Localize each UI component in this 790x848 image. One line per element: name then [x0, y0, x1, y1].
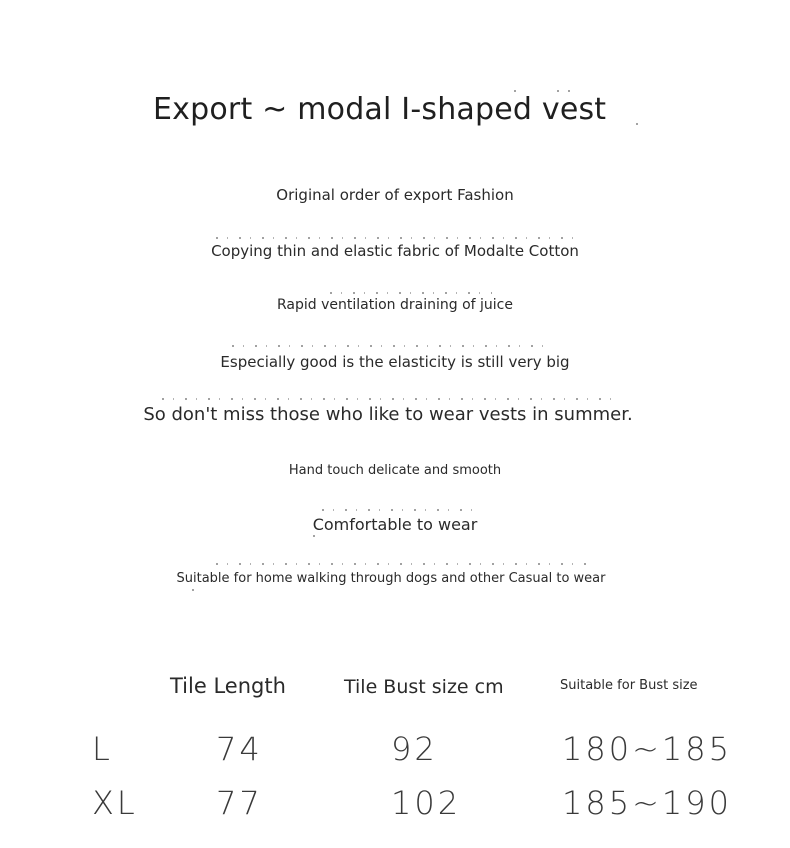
scan-artifact [568, 90, 570, 92]
scan-artifact [557, 90, 559, 92]
scan-artifact [636, 123, 638, 125]
header-tile-length: Tile Length [170, 674, 286, 698]
scan-artifact [514, 90, 516, 92]
description-line-8: Suitable for home walking through dogs and other Casual to wear [176, 571, 606, 586]
length-cell: 74 [216, 730, 263, 768]
page-title: Export ~ modal I-shaped vest [153, 92, 607, 127]
bust-cell: 102 [391, 784, 462, 822]
description-line-3: Rapid ventilation draining of juice [277, 297, 513, 313]
scan-artifact [330, 292, 492, 294]
scan-artifact [322, 509, 478, 511]
description-line-6: Hand touch delicate and smooth [288, 463, 502, 478]
scan-artifact [216, 563, 586, 565]
size-cell: XL [92, 784, 138, 822]
scan-artifact [232, 345, 554, 347]
description-line-4: Especially good is the elasticity is still very big [220, 353, 570, 371]
scan-artifact [192, 589, 194, 591]
suitable-cell: 185~190 [562, 784, 732, 822]
description-line-1: Original order of export Fashion [276, 186, 514, 204]
description-line-5: So don't miss those who like to wear vests in summer. [143, 404, 633, 425]
description-line-2: Copying thin and elastic fabric of Modalte Cotton [211, 242, 579, 260]
header-suitable-bust: Suitable for Bust size [560, 678, 698, 693]
scan-artifact [313, 535, 315, 537]
scan-artifact [216, 237, 578, 239]
scan-artifact [162, 398, 616, 400]
suitable-cell: 180~185 [562, 730, 732, 768]
length-cell: 77 [216, 784, 263, 822]
description-line-7: Comfortable to wear [312, 515, 478, 534]
size-cell: L [92, 730, 113, 768]
header-tile-bust: Tile Bust size cm [344, 676, 504, 698]
bust-cell: 92 [391, 730, 438, 768]
